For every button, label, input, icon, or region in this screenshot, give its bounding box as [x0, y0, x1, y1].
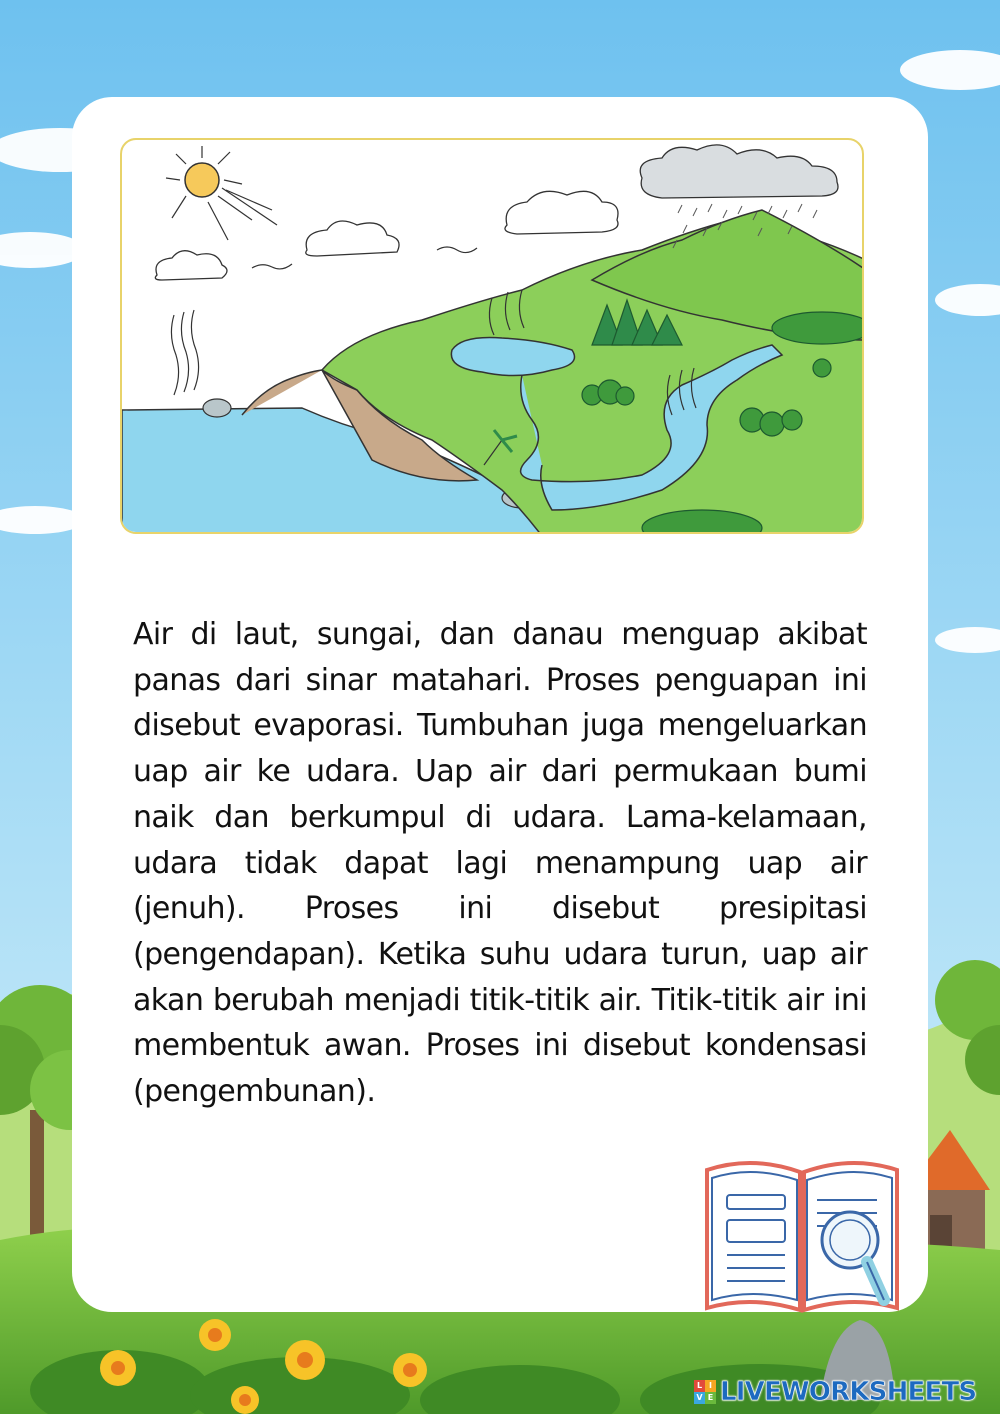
liveworksheets-brand [694, 1378, 976, 1406]
cloud [155, 191, 618, 280]
sun [166, 146, 277, 240]
sea-rock [203, 399, 231, 417]
book-magnifier-icon [702, 1150, 907, 1365]
water-cycle-illustration [120, 138, 864, 534]
water-cycle-drawing [122, 140, 864, 534]
body-paragraph: Air di laut, sungai, dan danau menguap akibat panas dari sinar matahari. Proses penguapan ini disebut evaporasi. Tumbuhan juga mengeluarkan uap air ke udara. Uap air dari permukaan bumi naik dan berkumpul di udara. Lama-kelamaan, udara tidak dapat lagi menampung uap air (jenuh). Proses ini disebut presipitasi (pengendapan). Ketika suhu udara turun, uap air akan berubah menjadi titik-titik air. Titik-titik air ini membentuk awan. Proses ini disebut kondensasi (pengembunan). [133, 617, 867, 1110]
liveworksheets-logo-icon: L I V E [694, 1380, 716, 1404]
rain-cloud [640, 145, 838, 198]
brand-name: LIVEWORKSHEETS [720, 1377, 977, 1407]
